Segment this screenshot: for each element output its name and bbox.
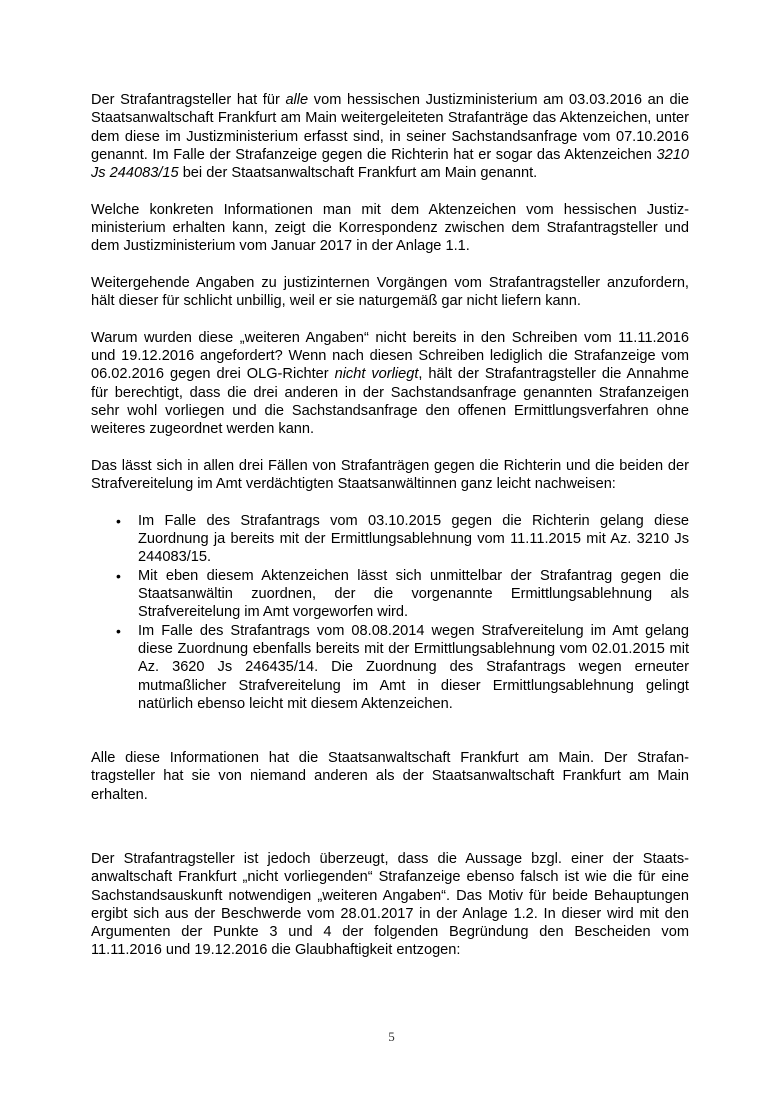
page-number: 5 bbox=[388, 1029, 395, 1044]
paragraph-6: Alle diese Informationen hat die Staatsanwaltschaft Frankfurt am Main. Der Strafantragsteller hat sie von niemand anderen als der Staatsanwaltschaft Frankfurt am Main erhalten. bbox=[91, 750, 689, 803]
paragraph-1 bbox=[91, 91, 689, 182]
paragraph-5: Das lässt sich in allen drei Fällen von Strafanträgen gegen die Richterin und die beiden der Strafvereitelung im Amt verdächtigten Staatsanwältinnen ganz leicht nachweisen: bbox=[91, 457, 689, 493]
spacer bbox=[91, 804, 689, 850]
list-item-text: Mit eben diesem Aktenzeichen lässt sich unmittelbar der Strafantrag gegen die Staatsanwältin zuordnen, der die vorgenannte Ermittlungsablehnung als Strafvereitelung im Amt vorgeworfen wird. bbox=[138, 567, 689, 621]
paragraph-1-emphasis-aktenzeichen: 3210 Js 244083/15 bbox=[91, 146, 689, 182]
paragraph-4-text-c: , hält der Strafantragsteller die Annahme für berechtigt, dass die drei anderen in der Sachstandsanfrage genannten Strafanzeigen sehr wohl vorliegen und die Sachstandsanfrage den offenen Ermittlungsverfahren ohne weiteres zugeordnet werden kann. bbox=[91, 366, 689, 438]
paragraph-3: Weitergehende Angaben zu justizinternen Vorgängen vom Strafantragsteller anzufordern, hält dieser für schlicht unbillig, weil er sie naturgemäß gar nicht liefern kann. bbox=[91, 274, 689, 310]
bullet-icon: • bbox=[116, 512, 121, 529]
paragraph-1-text-a: Der Strafantragsteller hat für bbox=[91, 92, 286, 108]
list-item bbox=[91, 567, 689, 622]
paragraph-1-text-e: bei der Staatsanwaltschaft Frankfurt am Main genannt. bbox=[178, 165, 538, 182]
spacer bbox=[91, 311, 689, 329]
spacer bbox=[91, 182, 689, 200]
bullet-icon: • bbox=[116, 567, 121, 584]
paragraph-4-emphasis-nicht-vorliegt: nicht vorliegt bbox=[334, 366, 419, 383]
list-item-text: Im Falle des Strafantrags vom 03.10.2015 gegen die Richterin gelang diese Zuordnung ja bereits mit der Ermittlungsablehnung vom 11.11.2015 mit Az. 3210 Js 244083/15. bbox=[138, 512, 689, 566]
paragraph-1-text-c: vom hessischen Justizministerium am 03.03.2016 an die Staatsanwaltschaft Frankfurt am Main weitergeleiteten Strafanträge das Aktenzeichen, unter dem diese im Justizministerium erfasst sind, in seiner Sachstandsanfrage vom 07.10.2016 genannt. Im Falle der Strafanzeige gegen die Richterin hat er sogar das Aktenzeichen bbox=[91, 92, 689, 163]
paragraph-7: Der Strafantragsteller ist jedoch überzeugt, dass die Aussage bzgl. einer der Staatsanwaltschaft Frankfurt „nicht vorliegenden“ Strafanzeige ebenso falsch ist wie die für eine Sachstandsauskunft notwendigen „weiteren Angaben“. Das Motiv für beide Behauptungen ergibt sich aus der Beschwerde vom 28.01.2017 in der Anlage 1.2. In dieser wird mit den Argumenten der Punkte 3 und 4 der folgenden Begründung den Bescheiden vom 11.11.2016 und 19.12.2016 die Glaubhaftigkeit entzogen: bbox=[91, 850, 689, 959]
paragraph-4 bbox=[91, 329, 689, 439]
list-item bbox=[91, 512, 689, 567]
document-body bbox=[91, 91, 689, 960]
paragraph-2: Welche konkreten Informationen man mit dem Aktenzeichen vom hessischen Justizministerium erhalten kann, zeigt die Korrespondenz zwischen dem Strafantragsteller und dem Justizministerium vom Januar 2017 in der Anlage 1.1. bbox=[91, 201, 689, 255]
spacer bbox=[91, 494, 689, 512]
spacer bbox=[91, 256, 689, 274]
bullet-list bbox=[91, 512, 689, 713]
paragraph-4-text-a: Warum wurden diese „weiteren Angaben“ nicht bereits in den Schreiben vom 11.11.2016 und 19.12.2016 angefordert? Wenn nach diesen Schreiben lediglich die Strafanzeige vom 06.02.2016 gegen drei OLG-Richter bbox=[91, 329, 689, 383]
spacer bbox=[91, 713, 689, 749]
spacer bbox=[91, 439, 689, 457]
list-item-text: Im Falle des Strafantrags vom 08.08.2014 wegen Strafvereitelung im Amt gelang diese Zuordnung ebenfalls bereits mit der Ermittlungsablehnung vom 02.01.2015 mit Az. 3620 Js 246435/14. Die Zuordnung des Strafantrags wegen erneuter mutmaßlicher Strafvereitelung im Amt in dieser Ermittlungsablehnung gelingt natürlich ebenso leicht mit diesem Aktenzeichen. bbox=[138, 622, 689, 712]
bullet-icon: • bbox=[116, 622, 121, 639]
paragraph-1-emphasis-alle: alle bbox=[285, 92, 309, 108]
list-item bbox=[91, 622, 689, 713]
